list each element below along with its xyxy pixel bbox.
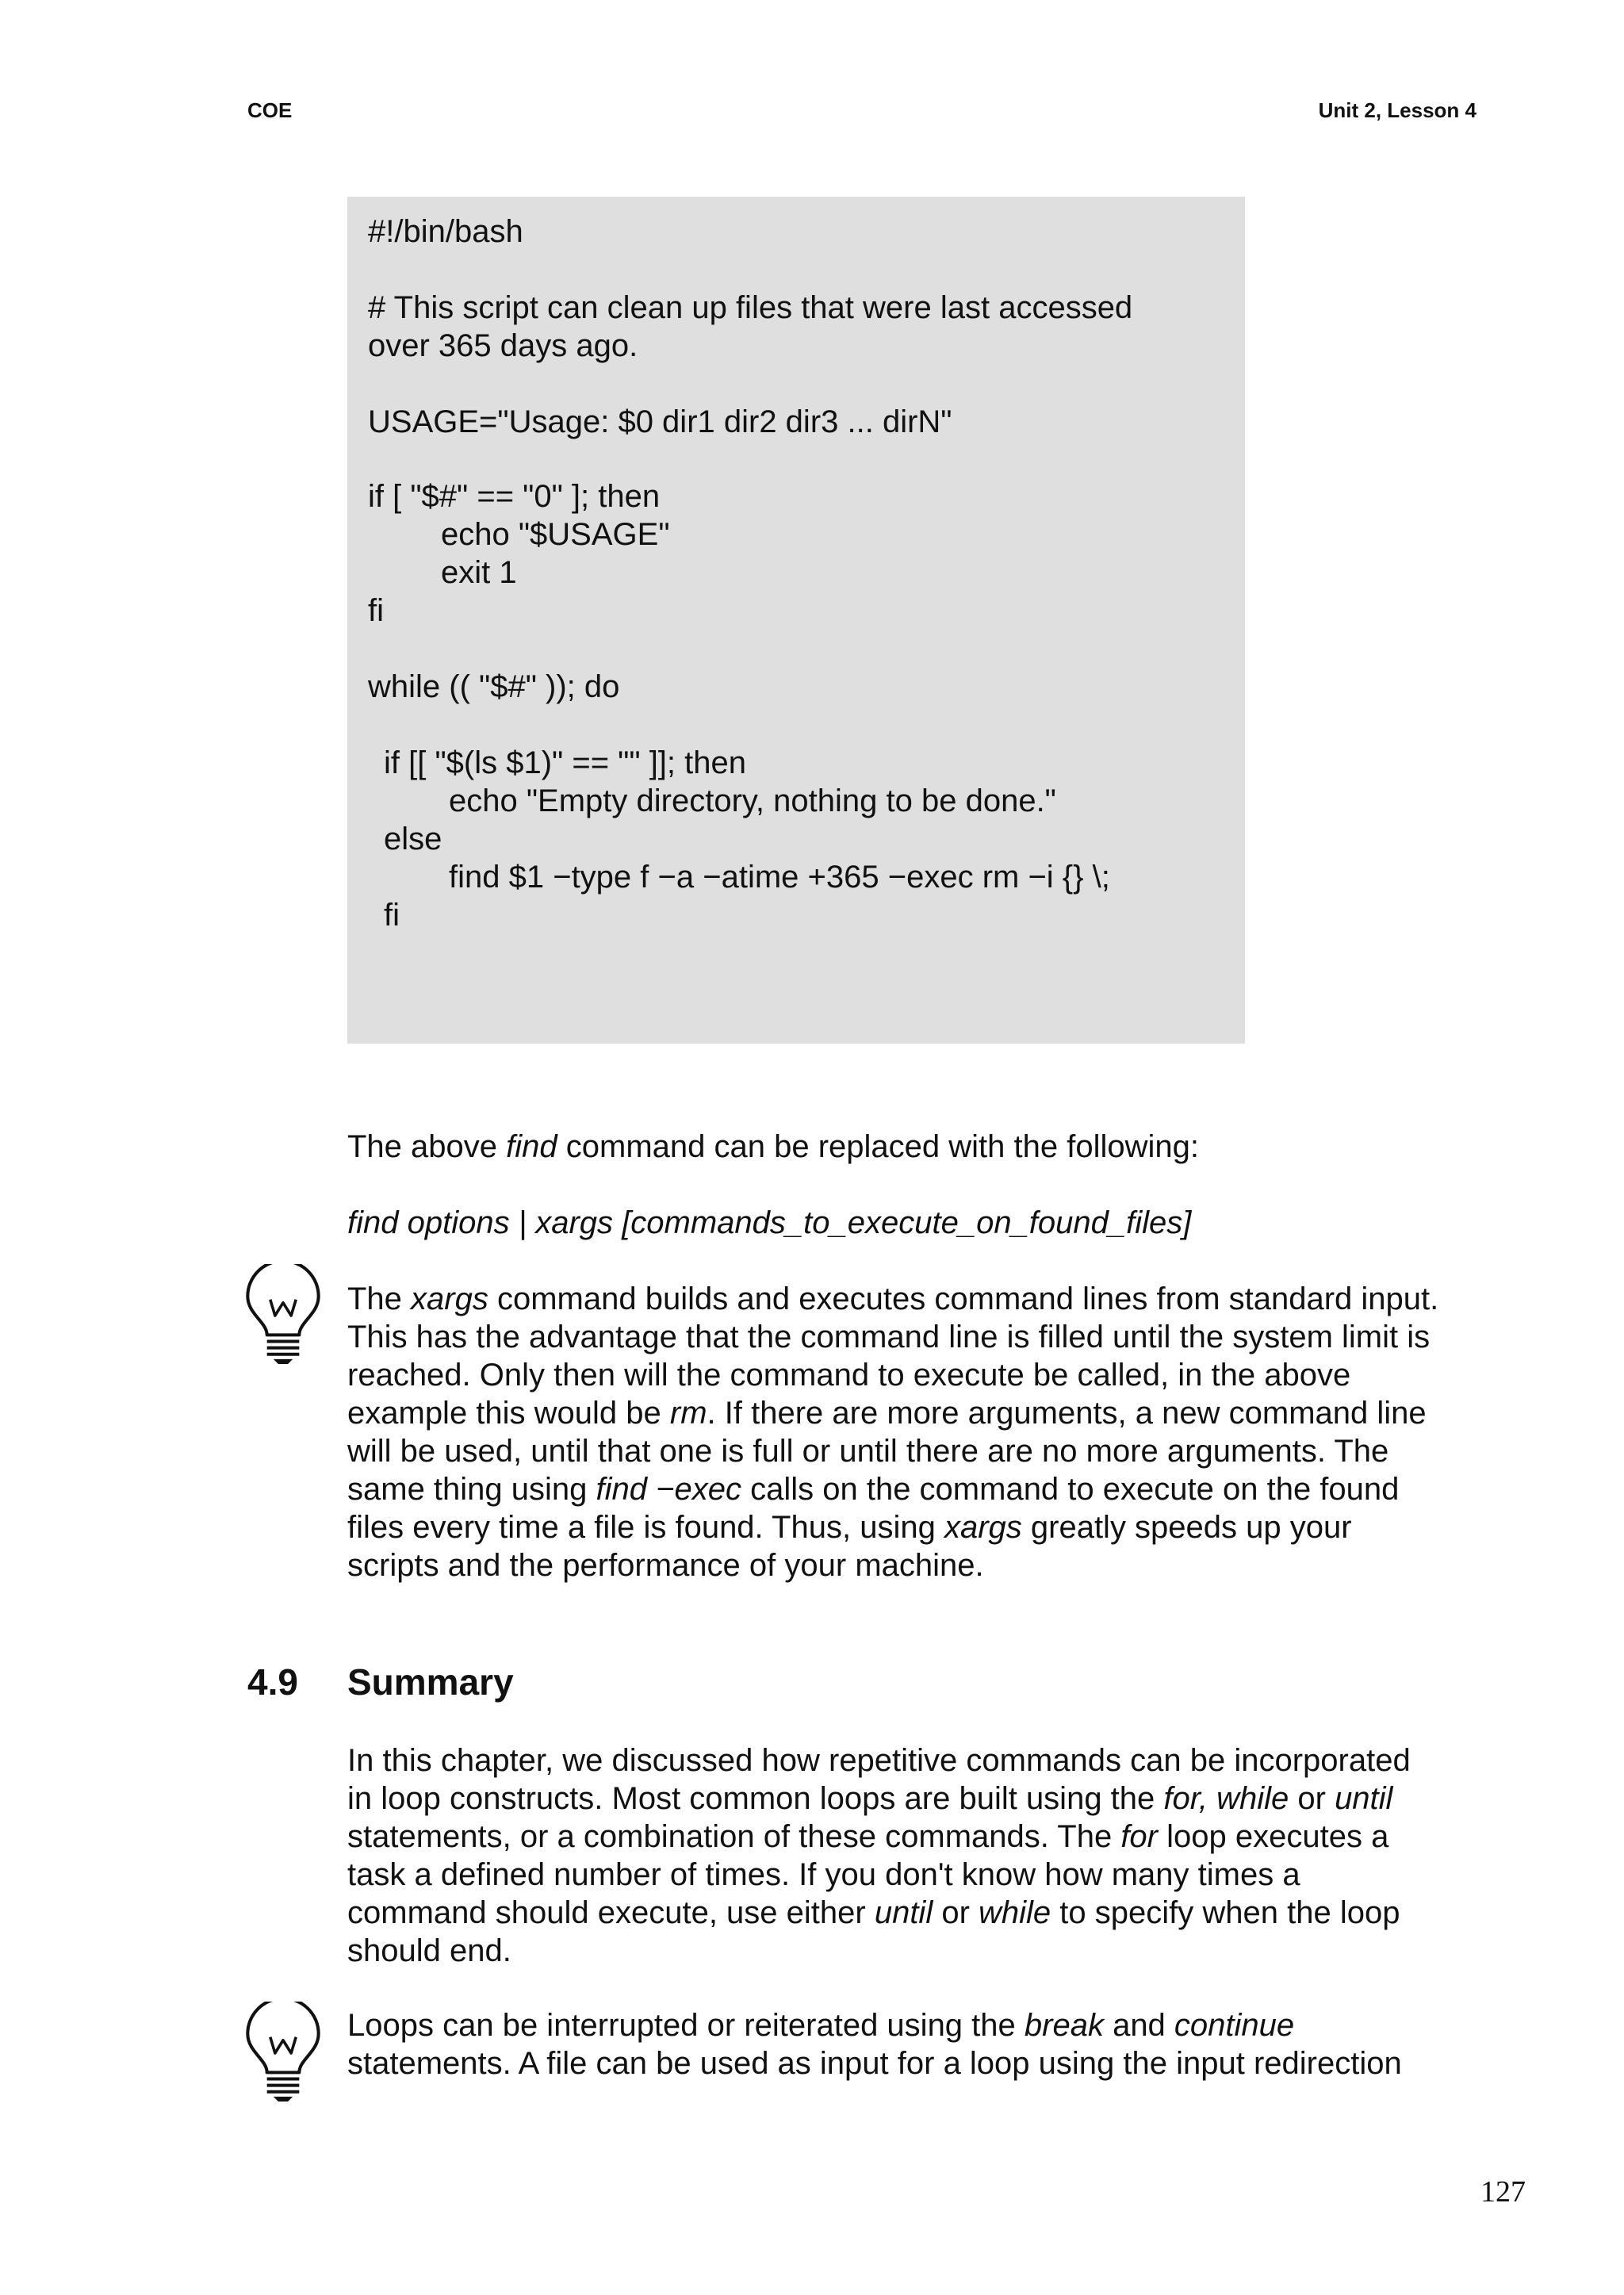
paragraph-find-intro: The above find command can be replaced with the following: [347, 1129, 1199, 1164]
code-line: while (( "$#" )); do [368, 669, 620, 704]
code-line: over 365 days ago. [368, 328, 638, 363]
section-number: 4.9 [247, 1661, 298, 1703]
code-line: # This script can clean up files that were last accessed [368, 290, 1133, 325]
paragraph-summary: In this chapter, we discussed how repetitive commands can be incorporated in loop constructs. Most common loops are built using the for, while or until statements, or a combination of these commands. The for loop executes a task a defined number of times. If you don't know how many times a command should execute, use either until or while to specify when the loop should end. [347, 1743, 1411, 1968]
code-line: echo "Empty directory, nothing to be done." [449, 784, 1056, 818]
paragraph-loops-interrupt: Loops can be interrupted or reiterated using the break and continue statements. A file can be used as input for a loop using the input redirection [347, 2008, 1402, 2081]
code-line: fi [384, 898, 400, 933]
code-line: exit 1 [441, 555, 517, 590]
code-line: USAGE="Usage: $0 dir1 dir2 dir3 ... dirN" [368, 404, 952, 439]
code-line: if [[ "$(ls $1)" == "" ]]; then [384, 745, 746, 780]
code-line: #!/bin/bash [368, 214, 523, 249]
paragraph-xargs-explanation: The xargs command builds and executes command lines from standard input. This has the advantage that the command line is filled until the system limit is reached. Only then will the command to execute be called, in the above example this would be rm. If there are more arguments, a new command line will be used, until that one is full or until there are no more arguments. The same thing using find −exec calls on the command to execute on the found files every time a file is found. Thus, using xargs greatly speeds up your scripts and the performance of your machine. [347, 1282, 1439, 1583]
code-line: echo "$USAGE" [441, 517, 670, 552]
section-title: Summary [347, 1661, 514, 1703]
lightbulb-icon [243, 1264, 324, 1367]
code-line: if [ "$#" == "0" ]; then [368, 479, 661, 514]
page-number: 127 [1480, 2175, 1526, 2209]
header-right: Unit 2, Lesson 4 [1318, 98, 1477, 122]
code-block [347, 197, 1245, 1044]
code-line: find $1 −type f −a −atime +365 −exec rm −i {} \; [449, 860, 1110, 895]
paragraph-xargs-syntax: find options | xargs [commands_to_execute_on_found_files] [347, 1205, 1192, 1240]
lightbulb-icon [243, 2002, 324, 2105]
header-left: COE [247, 98, 293, 122]
code-line: else [384, 822, 442, 856]
code-line: fi [368, 593, 384, 628]
